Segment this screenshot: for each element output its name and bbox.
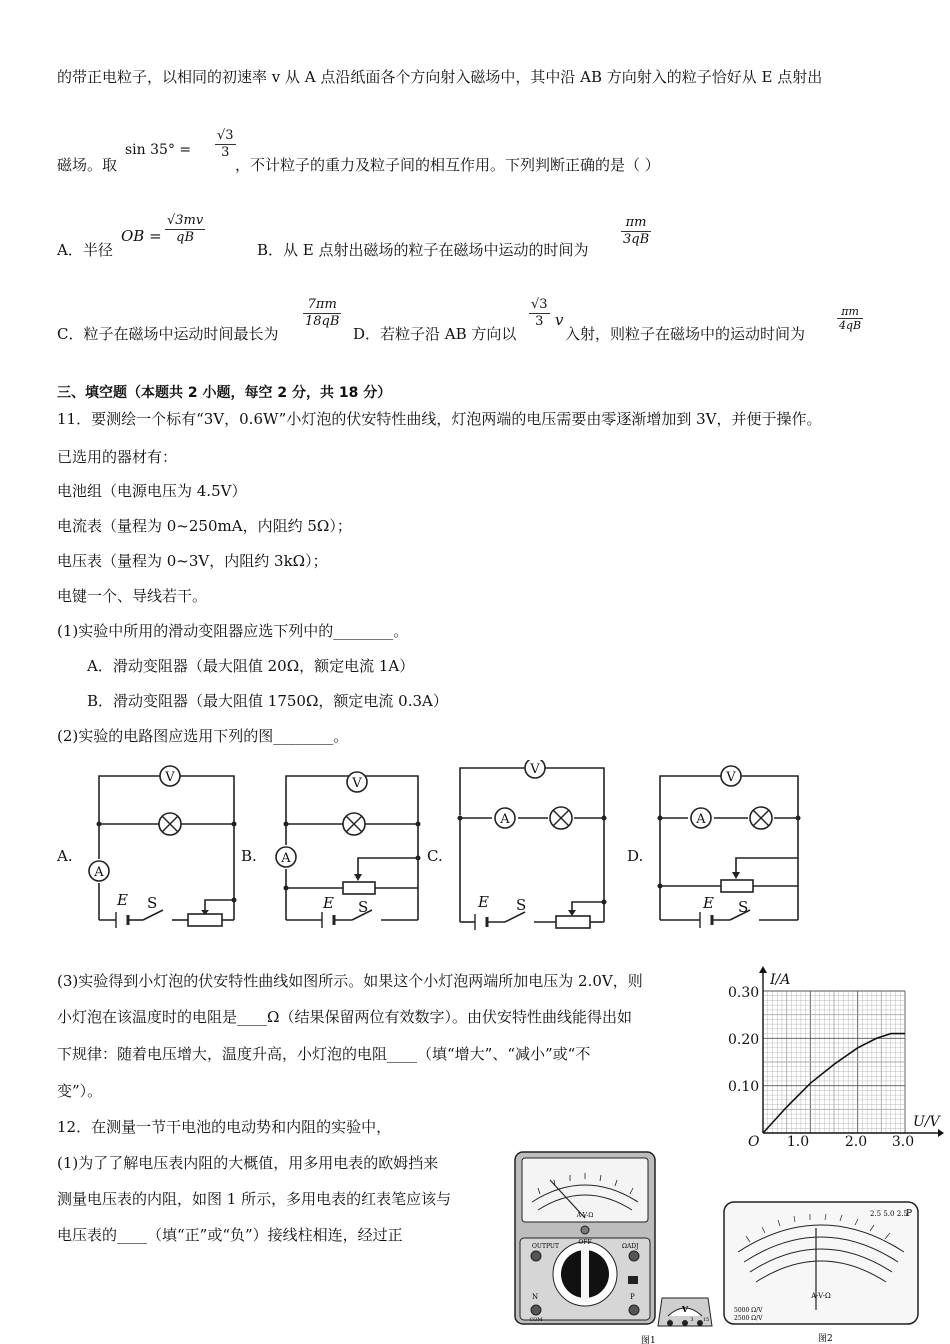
circuit-c-ammeter: A: [500, 812, 510, 827]
q10-option-d-frac: [529, 297, 550, 330]
q10-option-d-mid: 入射，则粒子在磁场中的运动时间为: [565, 325, 806, 343]
q10-option-d-den: 3: [535, 314, 544, 329]
y-tick-label-0.10: 0.10: [728, 1079, 760, 1095]
q10-option-d-frac2: [837, 305, 863, 332]
section-title: 三、填空题（本题共 2 小题，每空 2 分，共 18 分）: [57, 385, 392, 401]
q10-option-a-den: qB: [176, 230, 195, 245]
q10-option-c-pre: C．粒子在磁场中运动时间最长为: [57, 325, 279, 343]
q11-part3-line1: (3)实验得到小灯泡的伏安特性曲线如图所示。如果这个小灯泡两端所加电压为 2.0V，则: [57, 972, 643, 990]
circuit-d-switch: S: [738, 898, 749, 916]
sin-fraction: [215, 128, 236, 161]
sin-fraction-den: 3: [221, 145, 230, 160]
figure1-voltmeter-label: V: [681, 1304, 689, 1314]
q11-part3-line3: 下规律：随着电压增大，温度升高，小灯泡的电阻____（填“增大”、“减小”或“不: [57, 1045, 591, 1063]
q12-part1-line3: 电压表的____（填“正”或“负”）接线柱相连，经过正: [57, 1226, 403, 1244]
figure2-top-scale: 2.5 5.0 2.5: [870, 1210, 908, 1218]
q10-line2-post: ，不计粒子的重力及粒子间的相互作用。下列判断正确的是（ ）: [235, 156, 660, 174]
x-axis-label: U/V: [913, 1114, 940, 1130]
figure1-off-label: OFF: [578, 1239, 592, 1246]
circuit-c-emf: E: [478, 893, 489, 911]
q11-part3-line2: 小灯泡在该温度时的电阻是____Ω（结果保留两位有效数字）。由伏安特性曲线能得出如: [57, 1008, 632, 1026]
figure2-caption: 图2: [818, 1334, 833, 1344]
q10-option-d-num2: πm: [837, 305, 863, 319]
sin-fraction-num: √3: [217, 128, 234, 143]
q10-option-b-den: 3qB: [623, 232, 650, 247]
q10-option-b-frac: [621, 215, 651, 248]
q10-options-ab: [57, 211, 907, 261]
q10-line1: 的带正电粒子，以相同的初速率 v 从 A 点沿纸面各个方向射入磁场中，其中沿 AB 方向射入的粒子恰好从 E 点射出: [57, 68, 823, 86]
q10-option-a-num: √3mv: [167, 213, 204, 228]
circuit-c-voltmeter: V: [530, 762, 540, 777]
q10-options-cd: [57, 295, 917, 345]
circuit-a-emf: E: [117, 891, 128, 909]
origin-label: O: [748, 1134, 760, 1150]
q10-option-c-frac: [303, 297, 341, 330]
q12-intro: 12．在测量一节干电池的电动势和内阻的实验中，: [57, 1118, 392, 1136]
q11-equip-voltmeter: 电压表（量程为 0~3V，内阻约 3kΩ）；: [57, 552, 328, 570]
chart-grid: [763, 991, 905, 1133]
circuit-a-voltmeter: V: [165, 770, 175, 785]
circuit-b: [286, 776, 418, 920]
circuit-d: [660, 776, 798, 920]
q11-part3-line4: 变”）。: [57, 1082, 103, 1100]
y-axis-label: I/A: [770, 972, 791, 988]
q11-part1: (1)实验中所用的滑动变阻器应选下列中的________。: [57, 622, 409, 640]
q10-option-d-v: v: [555, 311, 564, 329]
x-tick-label-3.0: 3.0: [891, 1134, 915, 1150]
figure1-n-label: N: [532, 1293, 539, 1301]
q10-option-d-pre: D．若粒子沿 AB 方向以: [353, 325, 517, 343]
q11-intro: 11．要测绘一个标有“3V，0.6W”小灯泡的伏安特性曲线，灯泡两端的电压需要由零逐渐增加到 3V，并便于操作。: [57, 410, 822, 428]
q10-option-b-num: πm: [621, 215, 651, 232]
figure1-caption: 图1: [641, 1336, 656, 1344]
circuit-b-ammeter: A: [281, 851, 291, 866]
figure2-meter-face: [720, 1198, 930, 1344]
figure2-p-label: P: [906, 1209, 913, 1219]
q11-equip-ammeter: 电流表（量程为 0~250mA，内阻约 5Ω）；: [57, 517, 352, 535]
q11-equip-battery: 电池组（电源电压为 4.5V）: [57, 482, 247, 500]
x-tick-label-1.0: 1.0: [786, 1134, 810, 1150]
q11-equip-title: 已选用的器材有：: [57, 448, 178, 466]
circuit-label-c: C.: [427, 847, 443, 865]
circuit-b-switch: S: [358, 898, 369, 916]
x-axis-arrow: [938, 1129, 944, 1137]
voltmeter-tick-minus: -: [669, 1317, 671, 1323]
q11-part1-option-b: B．滑动变阻器（最大阻值 1750Ω，额定电流 0.3A）: [87, 692, 448, 710]
circuit-label-a: A.: [57, 847, 73, 865]
voltmeter-tick-3: 3: [690, 1317, 694, 1323]
q11-equip-switch: 电键一个、导线若干。: [57, 587, 208, 605]
y-tick-label-0.30: 0.30: [728, 985, 760, 1001]
circuit-d-voltmeter: V: [726, 770, 736, 785]
figure2-sensitivity-2: 2500 Ω/V: [734, 1315, 763, 1322]
q12-part1-line2: 测量电压表的内阻，如图 1 所示，多用电表的红表笔应该与: [57, 1190, 452, 1208]
q11-part2: (2)实验的电路图应选用下列的图________。: [57, 727, 349, 745]
figure1-scale-label: A-V-Ω: [576, 1212, 594, 1219]
figure1-output-label: OUTPUT: [532, 1243, 559, 1250]
y-tick-label-0.20: 0.20: [728, 1032, 760, 1048]
figure1-com-label: COM: [529, 1317, 543, 1323]
sin-expression: sin 35° =: [125, 142, 192, 158]
circuit-a-switch: S: [147, 894, 158, 912]
y-axis-arrow: [759, 966, 767, 973]
q10-option-d-num: √3: [531, 297, 548, 312]
circuit-label-d: D.: [627, 847, 644, 865]
q10-option-c-num: 7πm: [303, 297, 341, 314]
iu-characteristic-chart: [720, 965, 945, 1155]
circuit-label-b: B.: [241, 847, 257, 865]
q10-option-a-frac: [165, 213, 205, 246]
circuit-c-switch: S: [516, 896, 527, 914]
circuit-b-emf: E: [323, 894, 334, 912]
q10-line2-pre: 磁场。取: [57, 156, 118, 174]
q10-option-c-den: 18qB: [305, 314, 340, 329]
voltmeter-tick-15: 15: [702, 1317, 710, 1323]
figure1-adj-label: ΩADJ: [622, 1243, 639, 1250]
circuit-d-ammeter: A: [696, 812, 706, 827]
circuit-a-ammeter: A: [94, 865, 104, 880]
circuit-d-emf: E: [703, 894, 714, 912]
figure1-p-label: P: [630, 1293, 635, 1301]
q11-part1-option-a: A．滑动变阻器（最大阻值 20Ω，额定电流 1A）: [87, 657, 415, 675]
q10-option-b-pre: B．从 E 点射出磁场的粒子在磁场中运动的时间为: [257, 241, 589, 259]
q10-option-a-pre: A．半径: [57, 241, 113, 259]
circuit-diagrams: [0, 760, 950, 935]
q10-option-d-den2: 4qB: [839, 319, 862, 332]
q10-option-a-lhs: OB =: [121, 227, 162, 245]
q12-part1-line1: (1)为了了解电压表内阻的大概值，用多用电表的欧姆挡来: [57, 1154, 439, 1172]
figure1-multimeter: [510, 1150, 715, 1344]
circuit-b-voltmeter: V: [352, 776, 362, 791]
figure2-sensitivity-1: 5000 Ω/V: [734, 1307, 763, 1314]
x-tick-label-2.0: 2.0: [844, 1134, 868, 1150]
figure2-scale-label: A-V-Ω: [811, 1292, 831, 1300]
